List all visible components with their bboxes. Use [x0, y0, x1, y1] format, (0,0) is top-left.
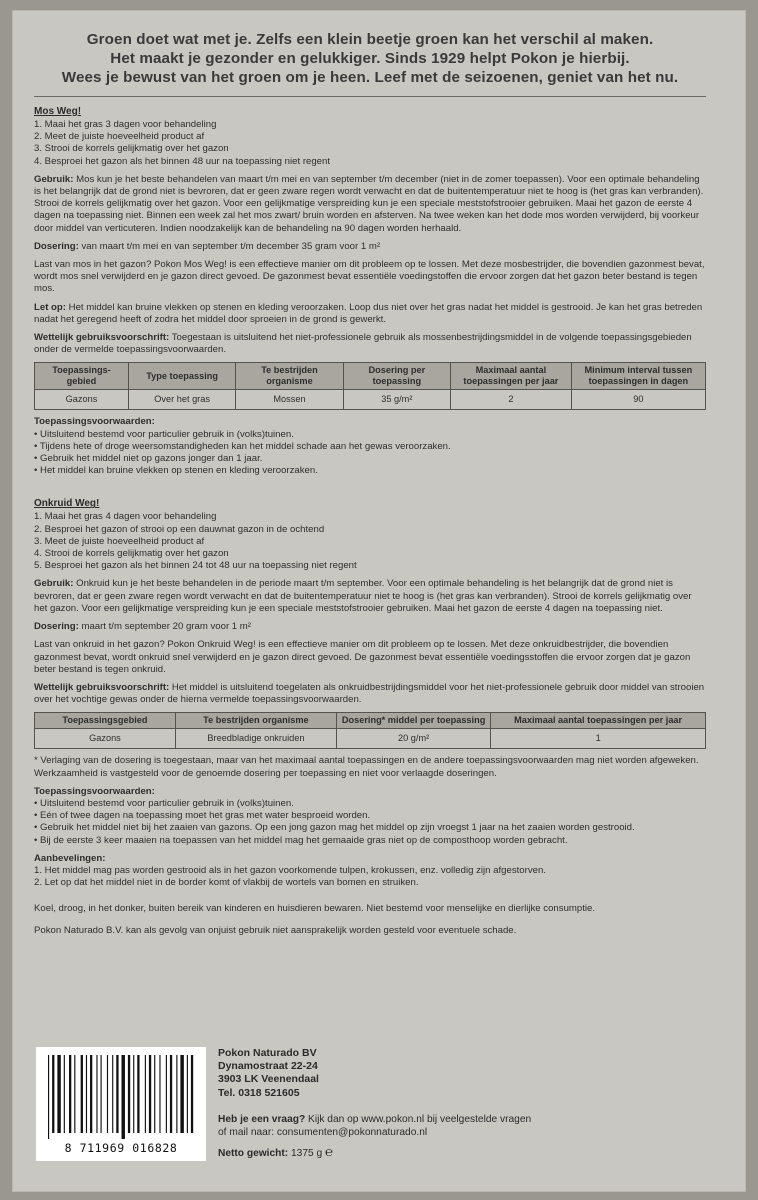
onkruid-application-table — [34, 712, 706, 749]
list-item: 2. Besproei het gazon of strooi op een dauwnat gazon in de ochtend — [34, 523, 325, 535]
list-item: 1. Maai het gras 3 dagen voor behandeling — [34, 119, 217, 130]
barcode-number: 8 711969 016828 — [64, 1141, 178, 1155]
barcode-bar — [159, 1055, 160, 1133]
barcode-bar — [122, 1055, 125, 1139]
barcode-icon — [46, 1055, 196, 1141]
onkruid-intro: Last van onkruid in het gazon? Pokon Onkruid Weg! is een effectieve manier om dit probleem op te lossen. Met deze onkruidbestrijder, die bovendien gazonmest bevat, wordt onkruid snel verwijderd en je gazon direct gevoed. De gazonmest bevat essentiële voedingsstoffen die ervoor zorgen dat je gazon beter bestand is tegen onkruid. — [34, 639, 691, 675]
barcode-bar — [133, 1055, 134, 1133]
barcode-bar — [96, 1055, 97, 1133]
table-cell: 35 g/m² — [343, 390, 450, 410]
list-item: 5. Besproei het gazon als het binnen 24 tot 48 uur na toepassing niet regent — [34, 560, 357, 572]
table-header: Minimum interval tussen toepassingen in dagen — [571, 363, 705, 390]
estimated-sign-icon: ℮ — [325, 1144, 333, 1159]
headline: Groen doet wat met je. Zelfs een klein beetje groen kan het verschil al maken. Het maakt je gezonder en gelukkiger. Sinds 1929 helpt Pokon je hierbij. Wees je bewust van het groen om je heen. Leef met de seizoenen, geniet van het nu. — [61, 31, 679, 86]
table-header: Toepassings- gebied — [35, 363, 129, 390]
table-row — [35, 729, 706, 749]
barcode-bar — [145, 1055, 146, 1133]
mos-intro: Last van mos in het gazon? Pokon Mos Weg! is een effectieve manier om dit probleem op te lossen. Met deze mosbestrijder, die bovendien gazonmest bevat, wordt mos snel verwijderd en je gazon direct gevoed. De gazonmest bevat essentiële voedingstoffen die ervoor zorgen dat het gazon beter bestand is tegen mos. — [34, 259, 705, 295]
table-row — [35, 390, 706, 410]
question-label: Heb je een vraag? — [218, 1114, 306, 1125]
table-cell: 20 g/m² — [336, 729, 490, 749]
barcode-bar — [64, 1055, 65, 1133]
list-item: • Uitsluitend bestemd voor particulier gebruik in (volks)tuinen. — [34, 797, 294, 809]
mos-dosering: Dosering: van maart t/m mei en van september t/m december 35 gram voor 1 m² — [34, 240, 381, 252]
mail-text: of mail naar: consumenten@pokonnaturado.nl — [218, 1127, 428, 1138]
barcode-bar — [187, 1055, 188, 1133]
onkruid-weg-section — [34, 497, 706, 889]
list-item: 4. Strooi de korrels gelijkmatig over het gazon — [34, 548, 229, 560]
list-item: • Gebruik het middel niet op gazons jonger dan 1 jaar. — [34, 453, 263, 465]
table-cell: 2 — [451, 390, 572, 410]
list-item: • Uitsluitend bestemd voor particulier gebruik in (volks)tuinen. — [34, 428, 294, 440]
table-cell: 90 — [571, 390, 705, 410]
list-item: • Gebruik het middel niet bij het zaaien van gazons. Op een jong gazon mag het middel op zijn vroegst 1 jaar na het zaaien worden gestrooid. — [34, 822, 635, 834]
company-address: Pokon Naturado BV Dynamostraat 22-24 3903 LK Veenendaal Tel. 0318 521605 — [218, 1047, 319, 1099]
table-header-row — [35, 713, 706, 729]
table-header: Te bestrijden organisme — [175, 713, 336, 729]
table-header: Type toepassing — [128, 363, 235, 390]
table-cell: Gazons — [35, 729, 176, 749]
barcode-bar — [166, 1055, 167, 1133]
contact-info — [218, 1113, 698, 1139]
onkruid-voorwaarden-label: Toepassingsvoorwaarden: — [34, 785, 155, 797]
mos-weg-title: Mos Weg! — [34, 106, 82, 117]
list-item: 2. Let op dat het middel niet in de border komt of vlakbij de wortels van bomen en struiken. — [34, 877, 419, 889]
table-cell: Gazons — [35, 390, 129, 410]
question-text: Kijk dan op www.pokon.nl bij veelgestelde vragen — [305, 1114, 532, 1125]
barcode-bar — [107, 1055, 108, 1133]
table-header: Dosering per toepassing — [343, 363, 450, 390]
divider — [34, 96, 706, 97]
barcode-bar — [90, 1055, 92, 1133]
onkruid-weg-title: Onkruid Weg! — [34, 498, 100, 510]
table-cell: Over het gras — [128, 390, 235, 410]
list-item: 1. Het middel mag pas worden gestrooid als in het gazon voorkomende tulpen, krokussen, enz. volledig zijn afgestorven. — [34, 864, 546, 876]
mos-gebruik: Gebruik: Mos kun je het beste behandelen van maart t/m mei en van september t/m december (niet in de zomer toepassen). Voor een optimale behandeling is het belangrijk dat de grond niet is bevroren, dat er geen zware regen wordt verwacht en dat de buitentemperatuur niet te hoog is (het gras kan verbranden). Strooi de korrels gelijkmatig over het gazon. Voor een gelijkmatige verspreiding kun je een speciale meststofstrooier gebruiken. Maai het gazon de eerste 4 dagen na toepassing niet. Binnen een week zal het mos zwart/ bruin worden en afsterven. Na twee weken kan het dode mos worden verwijderd, bij voorkeur door middel van verticuteren. Indien noodzakelijk kan de behandeling na 90 dagen worden herhaald. — [34, 173, 704, 234]
table-header: Te bestrijden organisme — [236, 363, 343, 390]
barcode-bar — [57, 1055, 60, 1133]
barcode-bar — [116, 1055, 118, 1133]
barcode-bar — [128, 1055, 130, 1133]
barcode-bar — [191, 1055, 193, 1133]
list-item: 3. Meet de juiste hoeveelheid product af — [34, 535, 205, 547]
net-weight: Netto gewicht: 1375 g ℮ — [218, 1144, 333, 1159]
mos-steps — [34, 119, 706, 168]
barcode-bar — [101, 1055, 102, 1133]
table-cell: Breedbladige onkruiden — [175, 729, 336, 749]
onkruid-wettelijk: Wettelijk gebruiksvoorschrift: Het middel is uitsluitend toegelaten als onkruidbestrijdingsmiddel voor het niet-professionele gebruik door middel van strooien over het vochtige gewas onder de hierna vermelde toepassingsvoorwaarden. — [34, 681, 705, 706]
list-item: • Eén of twee dagen na toepassing moet het gras met water besproeid worden. — [34, 810, 371, 822]
list-item: 2. Meet de juiste hoeveelheid product af — [34, 131, 205, 143]
list-item: 1. Maai het gras 4 dagen voor behandeling — [34, 511, 217, 523]
barcode-bar — [74, 1055, 75, 1133]
barcode-bar — [149, 1055, 151, 1133]
barcode-bar — [137, 1055, 139, 1133]
barcode-bar — [52, 1055, 54, 1133]
table-cell: 1 — [491, 729, 706, 749]
barcode-bar — [180, 1055, 183, 1133]
mos-voorwaarden — [34, 429, 706, 478]
mos-application-table — [34, 362, 706, 410]
table-header: Maximaal aantal toepassingen per jaar — [451, 363, 572, 390]
barcode-bar — [176, 1055, 177, 1133]
table-header: Toepassingsgebied — [35, 713, 176, 729]
label-content — [34, 30, 706, 937]
onkruid-dosering: Dosering: maart t/m september 20 gram voor 1 m² — [34, 621, 251, 633]
mos-let-op: Let op: Het middel kan bruine vlekken op stenen en kleding veroorzaken. Loop dus niet over het gras nadat het middel is gestrooid. Je kan het gras betreden nadat het geregend heeft of zodra het middel door sproeien in de grond is gewerkt. — [34, 301, 703, 325]
barcode-bar — [112, 1055, 113, 1133]
barcode-bar — [170, 1055, 172, 1133]
list-item: 3. Strooi de korrels gelijkmatig over het gazon — [34, 143, 229, 155]
company-info-block — [36, 1047, 708, 1175]
onkruid-steps — [34, 511, 706, 572]
barcode — [36, 1047, 206, 1161]
table-cell: Mossen — [236, 390, 343, 410]
mos-weg-section — [34, 105, 706, 477]
barcode-bar — [154, 1055, 155, 1133]
list-item: • Bij de eerste 3 keer maaien na toepassen van het middel mag het gemaaide gras niet op de composthoop worden gebracht. — [34, 834, 568, 846]
list-item: • Het middel kan bruine vlekken op stenen en kleding veroorzaken. — [34, 465, 318, 477]
aanbevelingen — [34, 865, 706, 889]
list-item: • Tijdens hete of droge weersomstandigheden kan het middel schade aan het gewas veroorzaken. — [34, 440, 451, 452]
onkruid-gebruik: Gebruik: Onkruid kun je het beste behandelen in de periode maart t/m september. Voor een optimale behandeling is het belangrijk dat de grond niet is bevroren, dat er geen zware regen wordt verwacht en dat de buitentemperatuur niet te hoog is (het gras kan verbranden). Strooi de korrels gelijkmatig over het gazon. Voor een gelijkmatige verspreiding kun je een speciale meststofstrooier gebruiken. Maai het gazon de eerste 4 dagen na toepassing niet. — [34, 578, 692, 614]
barcode-bar — [48, 1055, 49, 1139]
storage-note: Koel, droog, in het donker, buiten bereik van kinderen en huisdieren bewaren. Niet bestemd voor menselijke en dierlijke consumptie. — [34, 903, 596, 915]
barcode-bar — [81, 1055, 83, 1133]
onkruid-voorwaarden — [34, 798, 706, 847]
liability-note: Pokon Naturado B.V. kan als gevolg van onjuist gebruik niet aansprakelijk worden gesteld voor eventuele schade. — [34, 924, 517, 936]
table-header: Maximaal aantal toepassingen per jaar — [491, 713, 706, 729]
mos-voorwaarden-label: Toepassingsvoorwaarden: — [34, 416, 155, 428]
barcode-bar — [86, 1055, 87, 1133]
onkruid-footnote: * Verlaging van de dosering is toegestaan, maar van het maximaal aantal toepassingen en de andere toepassingsvoorwaarden mag niet worden afgeweken. Werkzaamheid is vastgesteld voor de genoemde dosering per toepassing en niet voor verlaagde doseringen. — [34, 755, 699, 779]
list-item: 4. Besproei het gazon als het binnen 48 uur na toepassing niet regent — [34, 155, 331, 167]
mos-wettelijk: Wettelijk gebruiksvoorschrift: Toegestaan is uitsluitend het niet-professionele gebruik als mossenbestrijdingsmiddel in de volgende toepassingsgebieden onder de vermelde toepassingsvoorwaarden. — [34, 332, 692, 356]
table-header-row — [35, 363, 706, 390]
aanbevelingen-label: Aanbevelingen: — [34, 852, 106, 864]
table-header: Dosering* middel per toepassing — [336, 713, 490, 729]
barcode-bar — [69, 1055, 71, 1133]
